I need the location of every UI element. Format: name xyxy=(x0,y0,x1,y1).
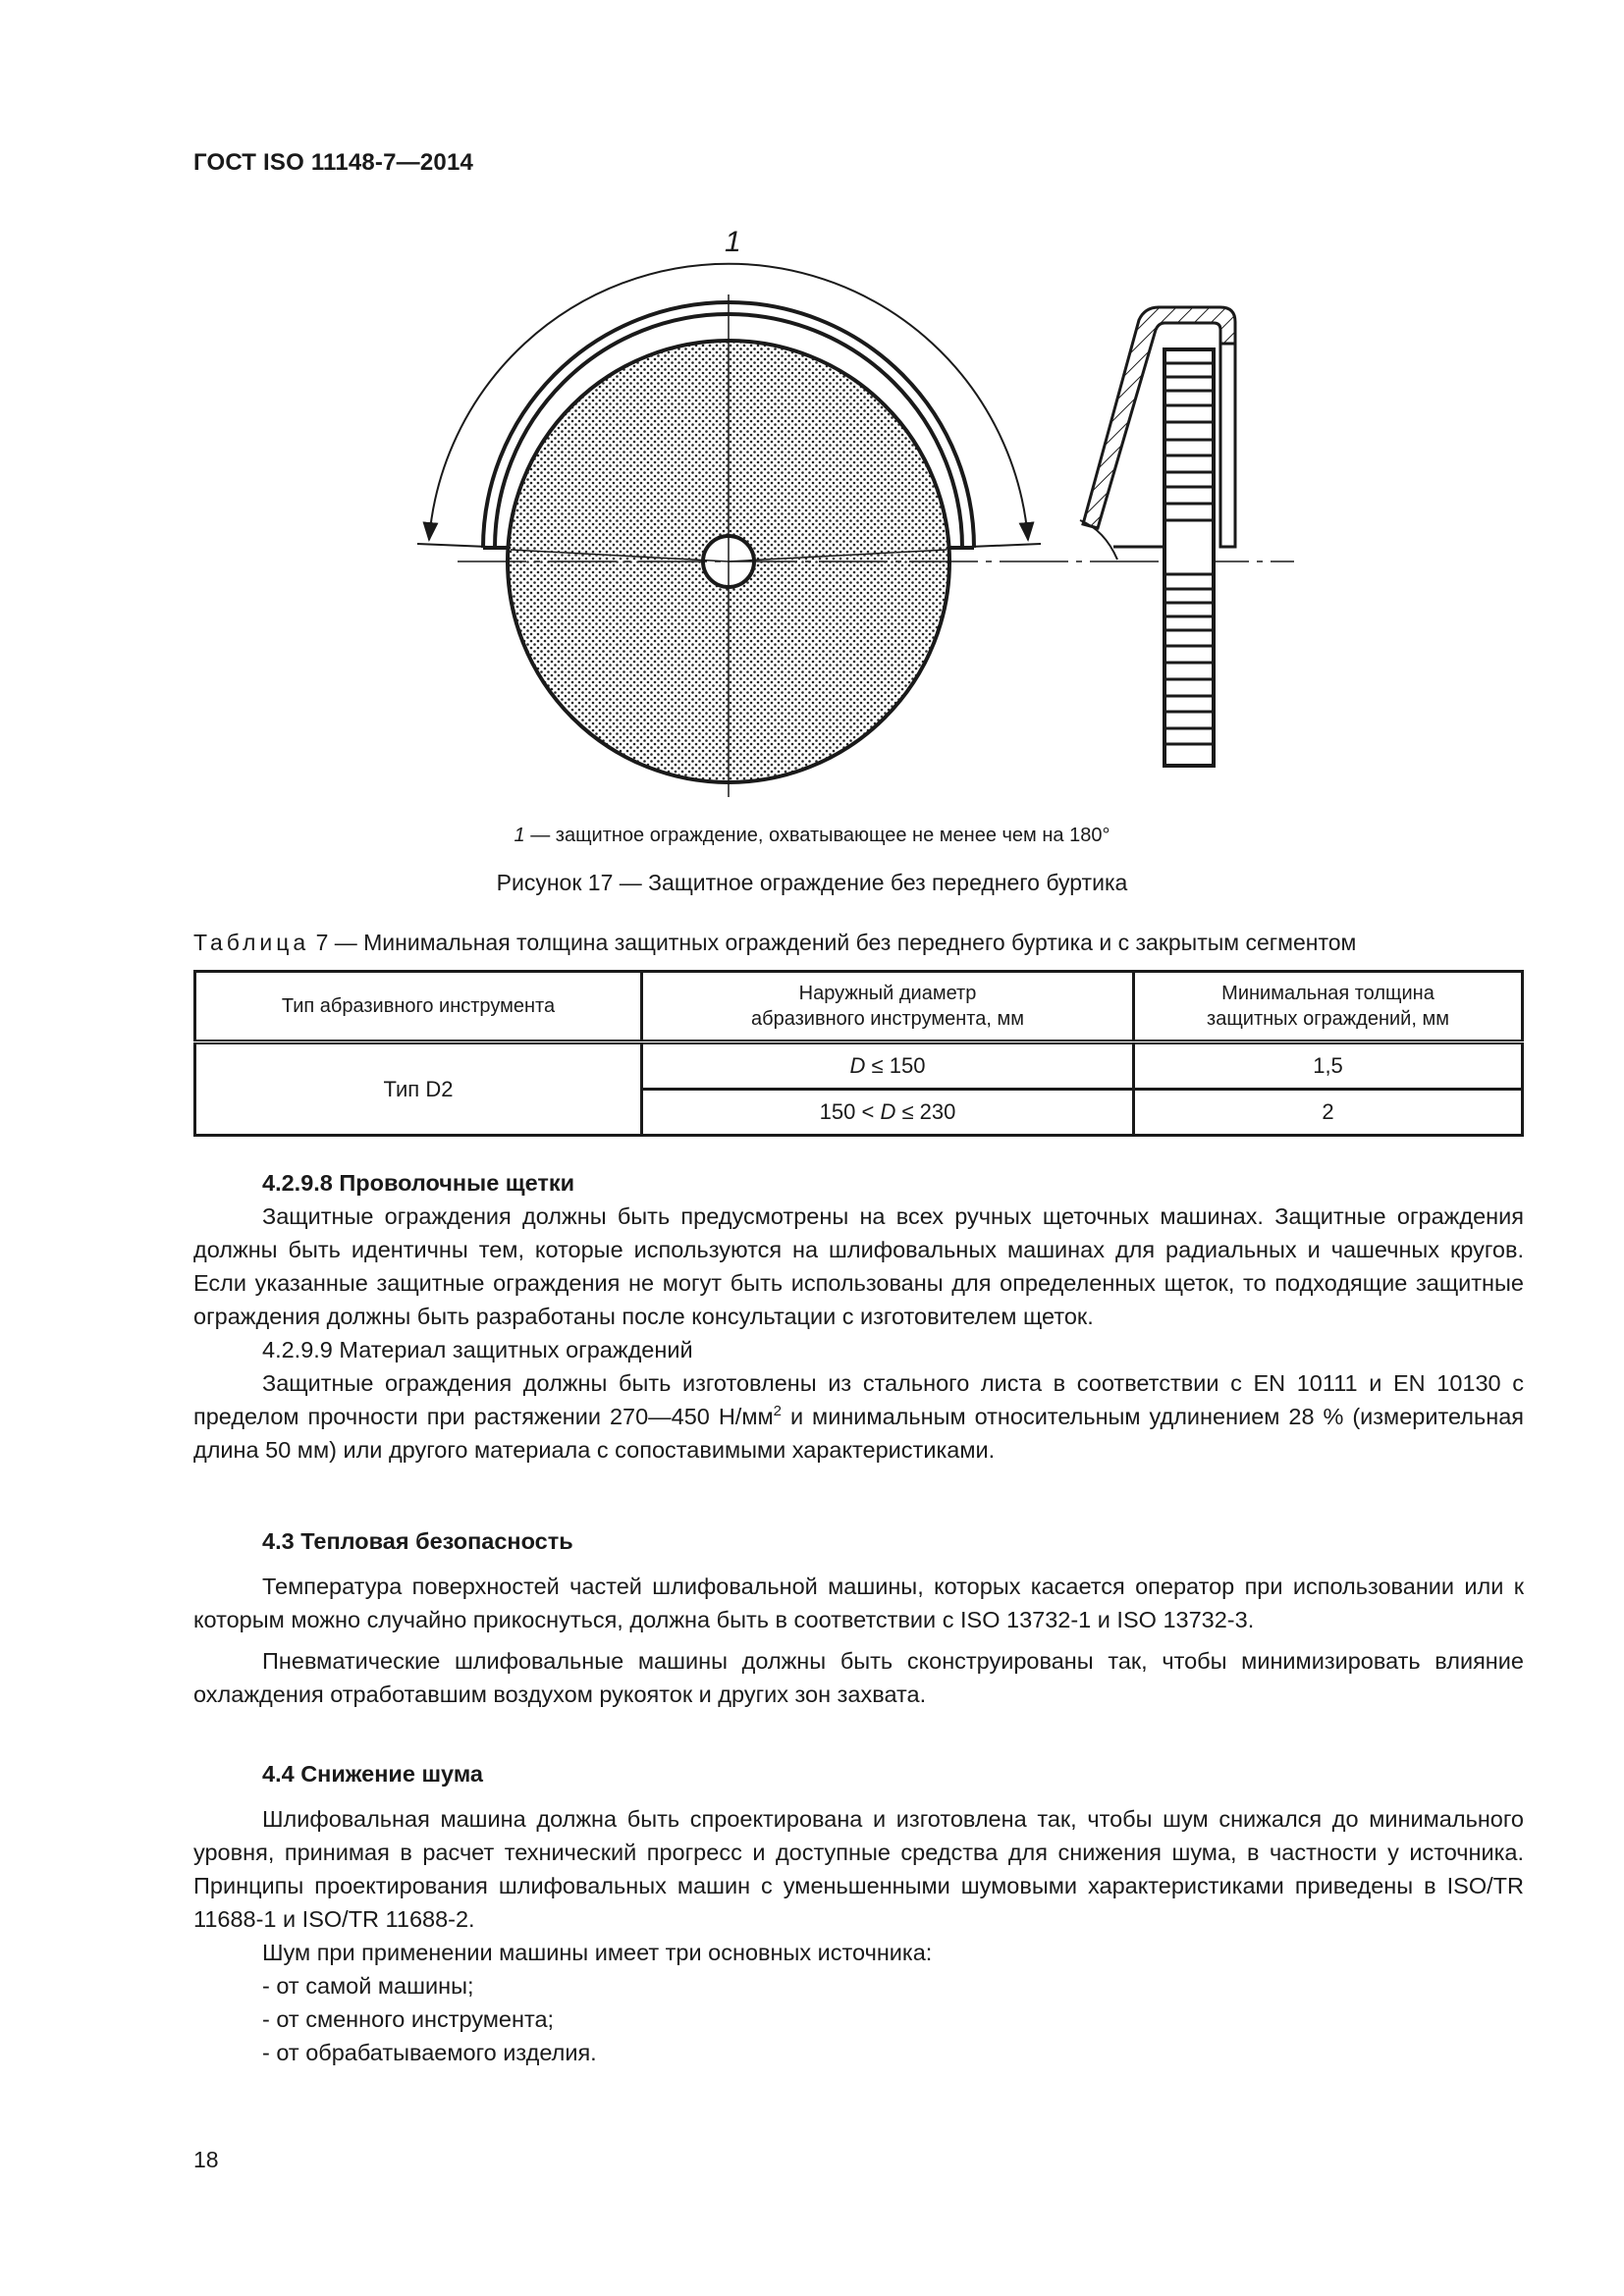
paragraph: Пневматические шлифовальные машины должны быть сконструированы так, чтобы минимизировать влияние охлаждения отработавшим воздухом рукояток и других зон захвата. xyxy=(193,1648,1524,1707)
table-header-row xyxy=(195,972,1523,1042)
heading-4-4: 4.4 Снижение шума xyxy=(262,1761,483,1787)
table-title-prefix: Таблица xyxy=(193,930,310,955)
table-title-text: 7 — Минимальная толщина защитных ограждений без переднего буртика и с закрытым сегментом xyxy=(309,930,1357,955)
callout-label: 1 xyxy=(725,226,741,258)
paragraph: Температура поверхностей частей шлифовальной машины, которых касается оператор при использовании или к которым можно случайно прикоснуться, должна быть в соответствии с ISO 13732-1 и ISO 13732-3. xyxy=(193,1574,1524,1632)
section-4-4 xyxy=(193,1757,1524,2069)
heading-4-2-9-9: 4.2.9.9 Материал защитных ограждений xyxy=(262,1337,693,1362)
list-item: - от самой машины; xyxy=(262,1973,474,1999)
list-item: - от сменного инструмента; xyxy=(262,2006,555,2032)
page-number: 18 xyxy=(193,2147,219,2172)
legend-number: 1 xyxy=(514,825,525,846)
paragraph: Защитные ограждения должны быть изготовлены из стального листа в соответствии с EN 10111 и EN 10130 с пределом прочности при растяжении 270—450 $Н/мм^2$ и минимальным относительным удлинением 28 % (измерительная длина 50 мм) или другого материала с сопоставимыми характеристиками. xyxy=(193,1370,1524,1463)
table-7-guard-thickness xyxy=(193,970,1524,1137)
heading-4-3: 4.3 Тепловая безопасность xyxy=(262,1528,573,1554)
paragraph: Шум при применении машины имеет три основных источника: xyxy=(262,1940,933,1965)
list-item: - от обрабатываемого изделия. xyxy=(262,2040,597,2065)
header-min-thickness: Минимальная толщина защитных ограждений, мм xyxy=(1134,972,1523,1042)
cell-tool-type: Тип D2 xyxy=(195,1042,642,1136)
figure-legend xyxy=(0,825,1624,847)
section-4-2-9-8 xyxy=(193,1166,1524,1467)
header-outer-diameter: Наружный диаметр абразивного инструмента, мм xyxy=(642,972,1134,1042)
table-title xyxy=(193,930,1356,956)
paragraph: Защитные ограждения должны быть предусмотрены на всех ручных щеточных машинах. Защитные ограждения должны быть идентичны тем, которые используются на шлифовальных машинах для радиальных и чашечных кругов. Если указанные защитные ограждения не могут быть использованы для определенных щеток, то подходящие защитные ограждения должны быть разработаны после консультации с изготовителем щеток. xyxy=(193,1203,1524,1329)
document-header: ГОСТ ISO 11148-7—2014 xyxy=(193,149,474,176)
cell-diameter: 150 < D ≤ 230 xyxy=(642,1090,1134,1136)
cell-diameter: D ≤ 150 xyxy=(642,1042,1134,1090)
paragraph: Шлифовальная машина должна быть спроектирована и изготовлена так, чтобы шум снижался до минимального уровня, принимая в расчет технический прогресс и доступные средства для снижения шума, в частности у источника. Принципы проектирования шлифовальных машин с уменьшенными шумовыми характеристиками приведены в ISO/TR 11688-1 и ISO/TR 11688-2. xyxy=(193,1806,1524,1932)
guard-side-view xyxy=(1080,307,1235,766)
header-tool-type: Тип абразивного инструмента xyxy=(195,972,642,1042)
heading-4-2-9-8: 4.2.9.8 Проволочные щетки xyxy=(262,1170,575,1196)
section-4-3 xyxy=(193,1524,1524,1711)
figure-17-guard-drawing xyxy=(0,0,1624,815)
table-row xyxy=(195,1042,1523,1090)
figure-caption: Рисунок 17 — Защитное ограждение без переднего буртика xyxy=(496,870,1128,895)
legend-text: — защитное ограждение, охватывающее не менее чем на 180° xyxy=(524,825,1110,846)
cell-thickness: 2 xyxy=(1134,1090,1523,1136)
cell-thickness: 1,5 xyxy=(1134,1042,1523,1090)
